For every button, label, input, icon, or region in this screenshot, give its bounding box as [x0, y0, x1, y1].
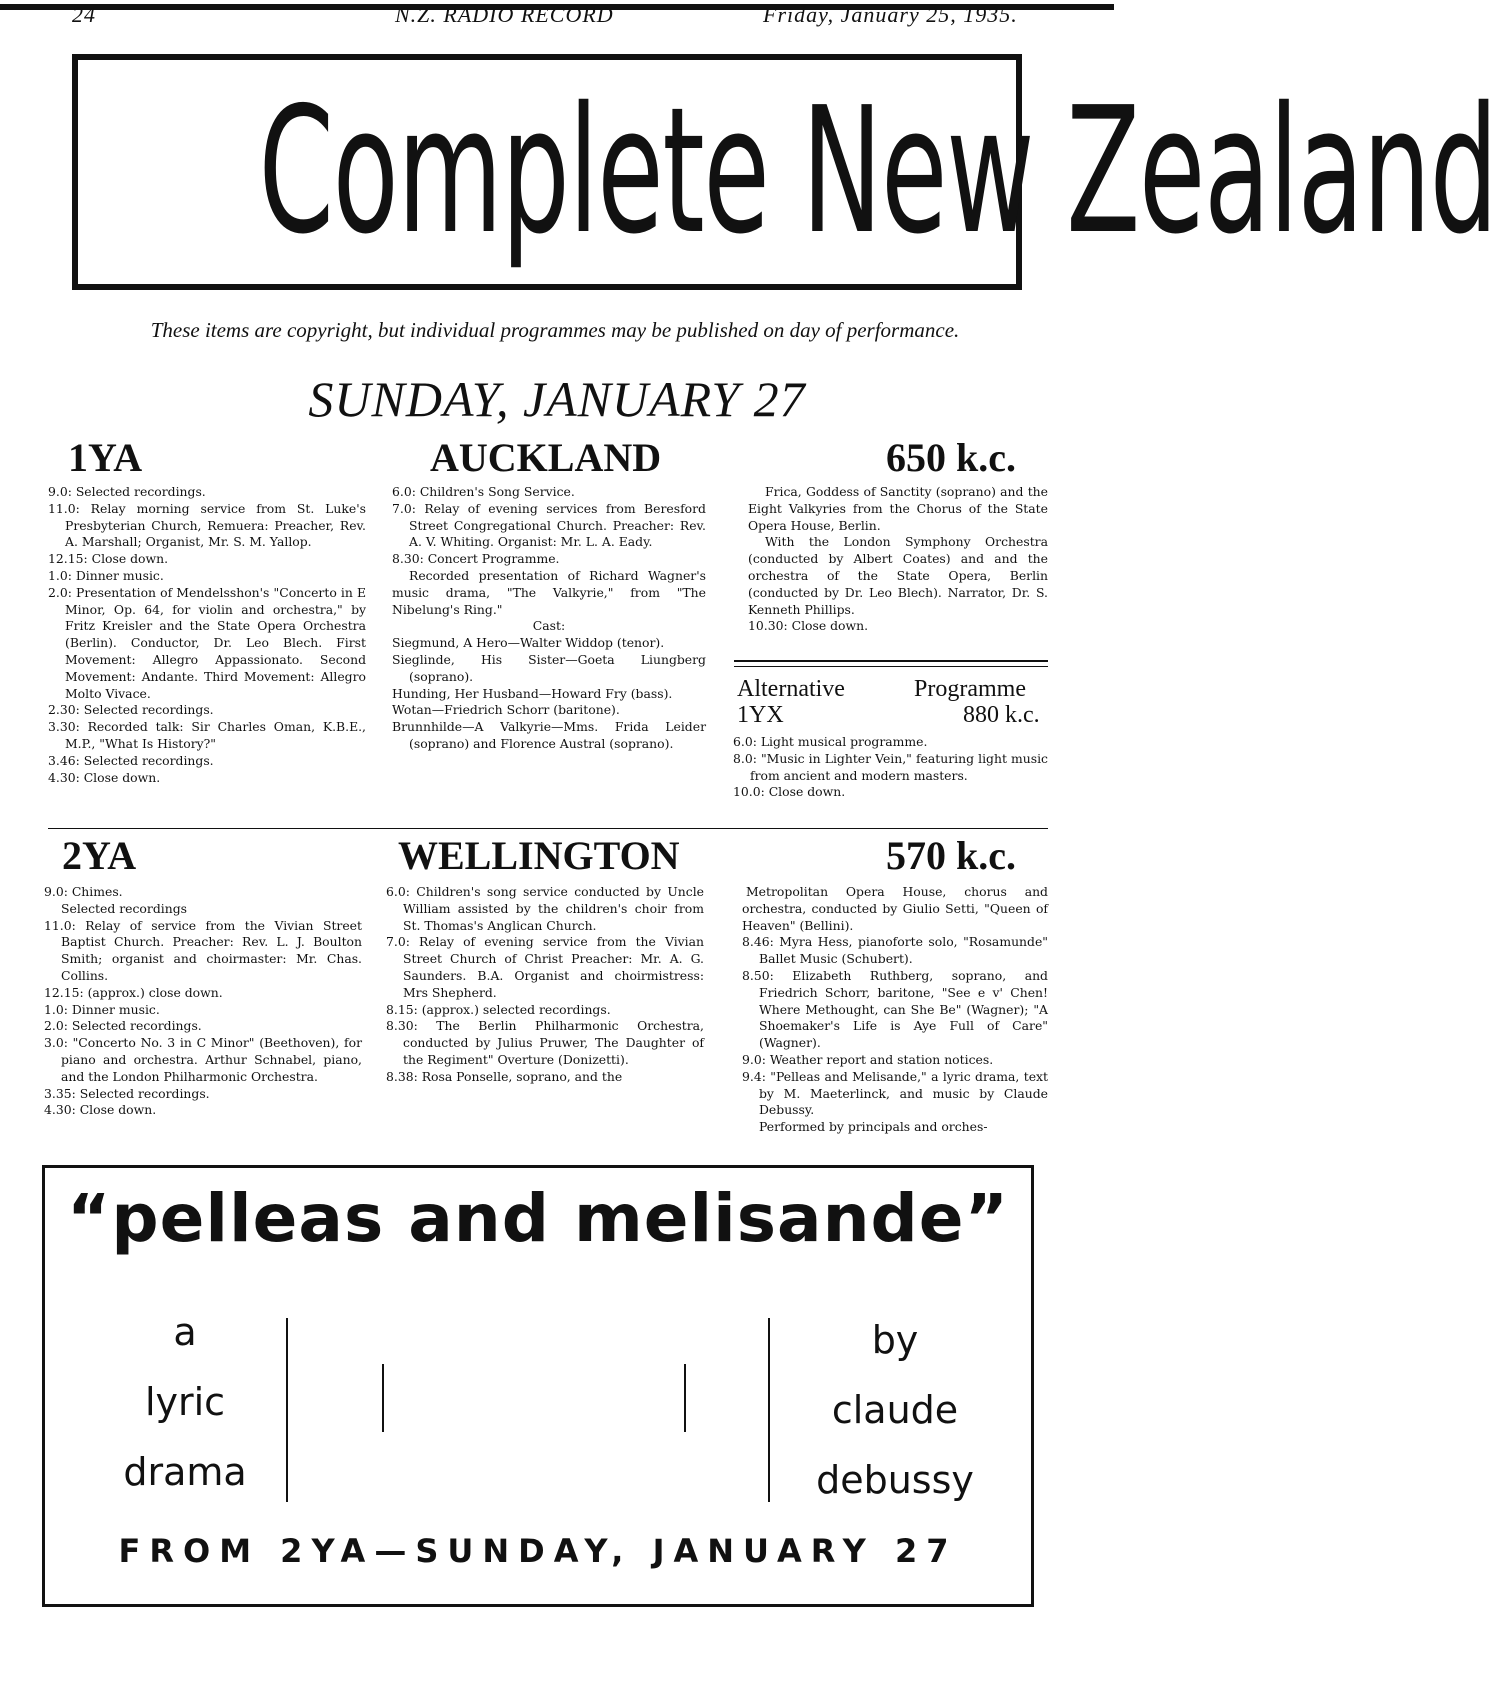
alternative-frequency: 880 k.c. — [963, 702, 1040, 728]
advert-left-word: drama — [123, 1450, 247, 1494]
programme-item: 6.0: Light musical programme. — [733, 734, 928, 749]
alternative-label-2: Programme — [914, 676, 1026, 702]
alternative-call: 1YX — [737, 702, 784, 728]
programme-item: 9.0: Weather report and station notices. — [742, 1051, 994, 1067]
cast-entry: Wotan—Friedrich Schorr (baritone). — [392, 702, 620, 718]
programme-item: Selected recordings — [61, 900, 187, 916]
station-2ya-frequency: 570 k.c. — [886, 833, 1016, 878]
programme-item: 3.30: Recorded talk: Sir Charles Oman, K.B.E., M.P., "What Is History?" — [48, 719, 366, 751]
station-1ya-column-3 — [748, 484, 1048, 635]
copyright-note: These items are copyright, but individual programmes may be published on day of performance. — [150, 318, 960, 342]
alternative-label: Alternative — [737, 676, 845, 702]
station-2ya-call: 2YA — [62, 833, 137, 878]
programme-item: 8.46: Myra Hess, pianoforte solo, "Rosamunde" Ballet Music (Schubert). — [742, 934, 1048, 967]
station-1ya-call: 1YA — [68, 435, 143, 480]
programme-item: 3.46: Selected recordings. — [48, 752, 214, 768]
programme-continuation: Frica, Goddess of Sanctity (soprano) and the Eight Valkyries from the Chorus of the State Opera House, Berlin. — [748, 484, 1048, 533]
programme-item: 4.30: Close down. — [44, 1102, 157, 1118]
programme-item: 8.38: Rosa Ponselle, soprano, and the — [386, 1068, 623, 1084]
programme-item: 8.15: (approx.) selected recordings. — [386, 1001, 611, 1017]
publication-name: N.Z. RADIO RECORD — [395, 2, 614, 27]
programme-description: Recorded presentation of Richard Wagner's music drama, "The Valkyrie," from "The Nibelung's Ring." — [392, 567, 706, 617]
cast-entry: Hunding, Her Husband—Howard Fry (bass). — [392, 685, 673, 701]
programme-item: 11.0: Relay morning service from St. Luke's Presbyterian Church, Remuera: Preacher, Rev. A. Marshall; Organist, Mr. S. M. Yallop. — [48, 500, 366, 550]
programme-item: 9.4: "Pelleas and Melisande," a lyric drama, text by M. Maeterlinck, and music by Claude Debussy. — [742, 1068, 1048, 1118]
advert-left-word: a — [173, 1310, 197, 1354]
advert-divider — [768, 1318, 770, 1502]
page-number: 24 — [72, 2, 96, 27]
station-1ya-column-1 — [48, 484, 366, 786]
cast-label: Cast: — [532, 618, 566, 634]
programme-item: 11.0: Relay of service from the Vivian Street Baptist Church. Preacher: Rev. L. J. Boulton Smith; organist and choirmaster: Mr. Chas. Collins. — [44, 917, 362, 983]
programme-item: 12.15: (approx.) close down. — [44, 984, 223, 1000]
advert-divider — [286, 1318, 288, 1502]
alternative-programme — [733, 734, 1048, 801]
station-2ya-column-1 — [44, 884, 362, 1119]
station-1ya-city: AUCKLAND — [430, 435, 662, 480]
advert-right-word: debussy — [816, 1458, 974, 1502]
programme-item: 8.50: Elizabeth Ruthberg, soprano, and Friedrich Schorr, baritone, "See e v' Chen! Where Methought, can She Be" (Wagner); "A Shoemaker's Life is Aye Full of Care" (Wagner). — [742, 967, 1048, 1051]
cast-entry: Sieglinde, His Sister—Goeta Liungberg (soprano). — [392, 651, 706, 684]
programme-item: 3.0: "Concerto No. 3 in C Minor" (Beethoven), for piano and orchestra. Arthur Schnabel, piano, and the London Philharmonic Orchestra. — [44, 1035, 362, 1084]
programme-item: 8.30: The Berlin Philharmonic Orchestra, conducted by Julius Pruwer, The Daughter of the Regiment" Overture (Donizetti). — [386, 1018, 704, 1067]
programme-item: 2.0: Presentation of Mendelsshon's "Concerto in E Minor, Op. 64, for violin and orchestra," by Fritz Kreisler and the State Opera Orchestra (Berlin). Conductor, Dr. Leo Blech. First Movement: Allegro Appassionato. Second Movement: Andante. Third Movement: Allegro Molto Vivace. — [48, 584, 366, 701]
section-rule — [734, 666, 1048, 667]
day-title: SUNDAY, JANUARY 27 — [308, 371, 806, 427]
programme-item: 1.0: Dinner music. — [48, 567, 164, 583]
station-2ya-city: WELLINGTON — [398, 833, 680, 878]
advert-divider — [684, 1364, 686, 1432]
programme-item: 1.0: Dinner music. — [44, 1001, 160, 1017]
programme-item: 7.0: Relay of evening service from the Vivian Street Church of Christ Preacher: Mr. A. G. Saunders. B.A. Organist and choirmistress: Mrs Shepherd. — [386, 934, 704, 1000]
programme-item: 8.30: Concert Programme. — [392, 551, 560, 567]
masthead-title: Complete New Zealand — [258, 70, 1497, 273]
advert-right-word: claude — [831, 1388, 959, 1432]
section-rule — [734, 660, 1048, 662]
programme-item: 9.0: Chimes. — [44, 884, 123, 899]
cast-entry: Siegmund, A Hero—Walter Widdop (tenor). — [392, 635, 665, 651]
advert-footer: FROM 2YA—SUNDAY, JANUARY 27 — [118, 1532, 958, 1570]
station-2ya-column-3 — [742, 884, 1048, 1136]
station-1ya-column-2 — [392, 484, 706, 753]
programme-item: 4.30: Close down. — [48, 769, 161, 785]
programme-item: 2.0: Selected recordings. — [44, 1018, 202, 1034]
programme-item: 10.0: Close down. — [733, 784, 846, 800]
station-2ya-column-2 — [386, 884, 704, 1086]
programme-item: 7.0: Relay of evening services from Beresford Street Congregational Church. Preacher: Rev. A. V. Whiting. Organist: Mr. L. A. Eady. — [392, 500, 706, 550]
programme-item: 12.15: Close down. — [48, 551, 169, 567]
programme-item: 2.30: Selected recordings. — [48, 702, 214, 718]
programme-item: 9.0: Selected recordings. — [48, 484, 206, 499]
advert-divider — [382, 1364, 384, 1432]
station-divider — [48, 828, 1048, 829]
programme-item: 8.0: "Music in Lighter Vein," featuring light music from ancient and modern masters. — [733, 750, 1048, 783]
advert-left-word: lyric — [144, 1380, 226, 1424]
programme-item: 10.30: Close down. — [748, 618, 869, 634]
programme-continuation: Performed by principals and orches- — [759, 1119, 988, 1135]
programme-item: 3.35: Selected recordings. — [44, 1085, 210, 1101]
cast-entry: Brunnhilde—A Valkyrie—Mms. Frida Leider (soprano) and Florence Austral (soprano). — [392, 719, 706, 751]
programme-description: With the London Symphony Orchestra (conducted by Albert Coates) and and the orchestra of the State Opera, Berlin (conducted by Dr. Leo Blech). Narrator, Dr. S. Kenneth Phillips. — [748, 534, 1048, 617]
programme-item: 6.0: Children's Song Service. — [392, 484, 575, 499]
programme-continuation: Metropolitan Opera House, chorus and orchestra, conducted by Giulio Setti, "Queen of Heaven" (Bellini). — [742, 884, 1048, 933]
advert-title: “pelleas and melisande” — [67, 1180, 1009, 1257]
programme-item: 6.0: Children's song service conducted by Uncle William assisted by the children's choir from St. Thomas's Anglican Church. — [386, 884, 704, 933]
issue-date: Friday, January 25, 1935. — [763, 2, 1018, 27]
advert-right-word: by — [871, 1318, 919, 1362]
station-1ya-frequency: 650 k.c. — [886, 435, 1016, 480]
